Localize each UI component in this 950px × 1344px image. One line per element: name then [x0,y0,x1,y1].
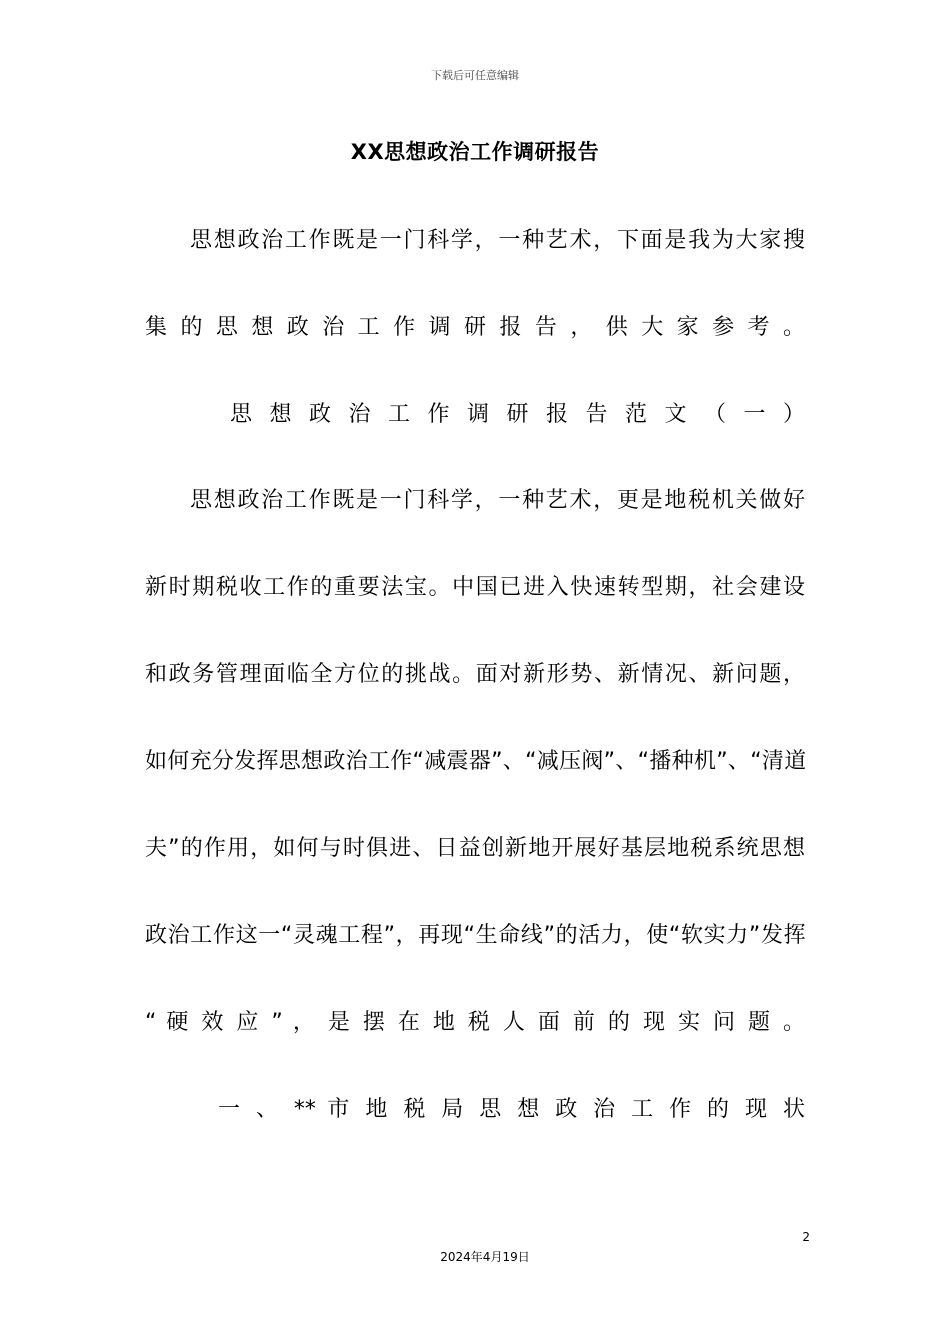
paragraph-line: 新时期税收工作的重要法宝。中国已进入快速转型期，社会建设 [145,575,805,600]
section-heading: 思 想 政 治 工 作 调 研 报 告 范 文 （ 一 ） [230,402,805,427]
paragraph-line: 如何充分发挥思想政治工作“减震器”、“减压阀”、“播种机”、“清道 [145,749,805,774]
paragraph-line: 思想政治工作既是一门科学，一种艺术，更是地税机关做好 [190,488,805,513]
paragraph-line: 思想政治工作既是一门科学，一种艺术，下面是我为大家搜 [190,228,805,253]
paragraph-line: “ 硬 效 应 ” ， 是 摆 在 地 税 人 面 前 的 现 实 问 题 。 [145,1010,805,1035]
paragraph-line: 夫”的作用，如何与时俱进、日益创新地开展好基层地税系统思想 [145,836,805,861]
paragraph-line: 政治工作这一“灵魂工程”，再现“生命线”的活力，使“软实力”发挥 [145,923,805,948]
page-number: 2 [802,1230,810,1244]
header-note: 下载后可任意编辑 [431,69,519,82]
section-heading: 一 、 ** 市 地 税 局 思 想 政 治 工 作 的 现 状 [218,1097,805,1122]
paragraph-line: 和政务管理面临全方位的挑战。面对新形势、新情况、新问题， [145,662,805,687]
document-title: XX思想政治工作调研报告 [350,140,600,164]
footer-date: 2024年4月19日 [440,1250,530,1264]
paragraph-line: 集 的 思 想 政 治 工 作 调 研 报 告 ， 供 大 家 参 考 。 [145,315,805,340]
